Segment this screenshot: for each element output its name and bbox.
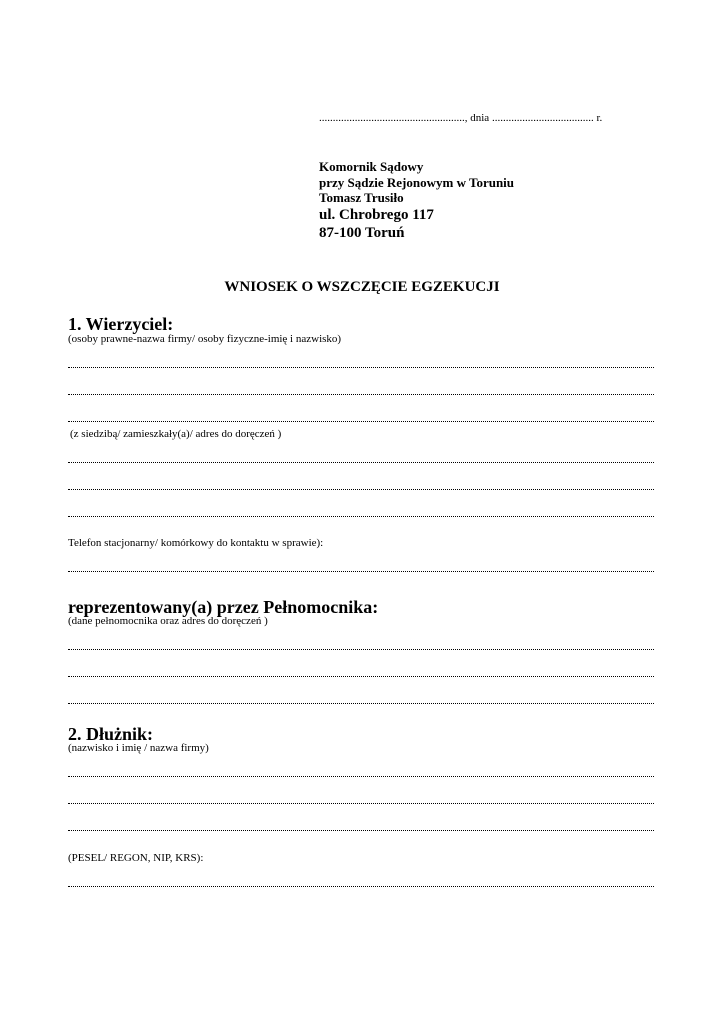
attorney-line-2[interactable]: [68, 676, 654, 677]
addressee-line-1: Komornik Sądowy: [319, 159, 424, 174]
creditor-name-hint: (osoby prawne-nazwa firmy/ osoby fizyczne-imię i nazwisko): [68, 333, 342, 345]
debtor-name-line-2[interactable]: [68, 803, 654, 804]
debtor-id-label: (PESEL/ REGON, NIP, KRS):: [68, 852, 204, 864]
attorney-line-1[interactable]: [68, 649, 654, 650]
creditor-address-line-1[interactable]: [68, 462, 654, 463]
debtor-name-line-3[interactable]: [68, 830, 654, 831]
attorney-line-3[interactable]: [68, 703, 654, 704]
creditor-name-line-3[interactable]: [68, 421, 654, 422]
creditor-name-line-1[interactable]: [68, 367, 654, 368]
date-line: ....................................................., dnia ..................................... r.: [319, 112, 603, 124]
attorney-heading: reprezentowany(a) przez Pełnomocnika:: [68, 597, 379, 617]
debtor-heading: 2. Dłużnik:: [68, 724, 154, 744]
debtor-name-hint: (nazwisko i imię / nazwa firmy): [68, 742, 209, 754]
creditor-address-line-3[interactable]: [68, 516, 654, 517]
creditor-address-line-2[interactable]: [68, 489, 654, 490]
addressee-line-2: przy Sądzie Rejonowym w Toruniu: [319, 175, 515, 190]
addressee-line-4: ul. Chrobrego 117: [319, 207, 434, 223]
attorney-hint: (dane pełnomocnika oraz adres do doręczeń ): [68, 615, 268, 627]
creditor-phone-label: Telefon stacjonarny/ komórkowy do kontaktu w sprawie):: [68, 537, 324, 549]
addressee-line-5: 87-100 Toruń: [319, 225, 405, 241]
addressee-line-3: Tomasz Trusiło: [319, 190, 404, 205]
creditor-heading: 1. Wierzyciel:: [68, 314, 174, 334]
debtor-id-line[interactable]: [68, 886, 654, 887]
debtor-name-line-1[interactable]: [68, 776, 654, 777]
creditor-phone-line[interactable]: [68, 571, 654, 572]
creditor-name-line-2[interactable]: [68, 394, 654, 395]
document-title: WNIOSEK O WSZCZĘCIE EGZEKUCJI: [224, 279, 500, 295]
creditor-address-hint: (z siedzibą/ zamieszkały(a)/ adres do doręczeń ): [70, 428, 282, 440]
